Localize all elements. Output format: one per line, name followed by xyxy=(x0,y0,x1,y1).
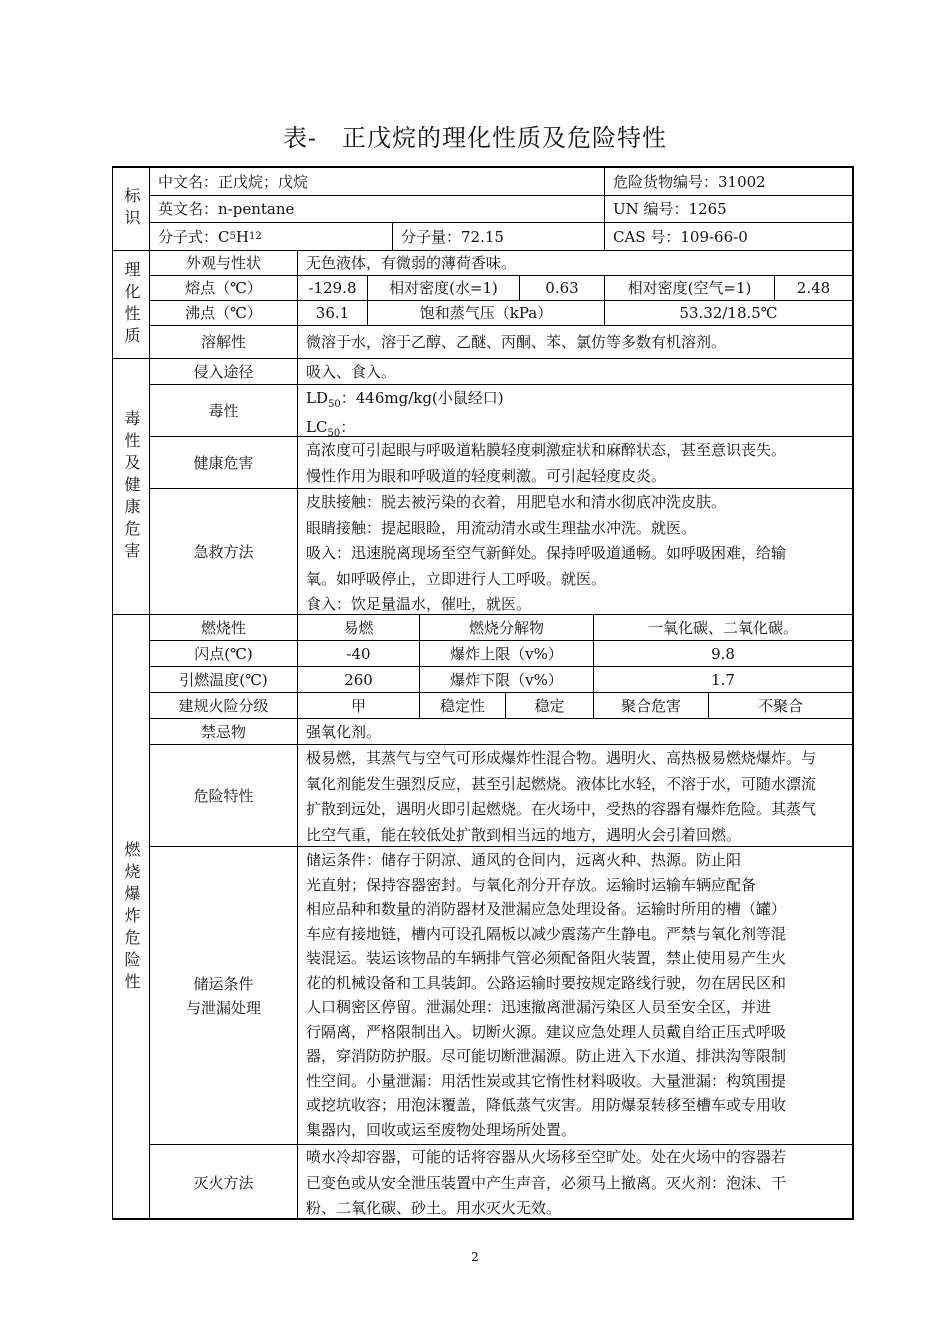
storage-leak-label: 储运条件 与泄漏处理 xyxy=(150,847,298,1145)
upper-explosive-limit-value: 9.8 xyxy=(594,641,853,667)
page-number: 2 xyxy=(471,1250,479,1264)
molecular-weight: 分子量：72.15 xyxy=(393,223,605,251)
lower-explosive-limit-value: 1.7 xyxy=(594,667,853,693)
vapor-pressure-value: 53.32/18.5℃ xyxy=(605,301,853,326)
appearance-label: 外观与性状 xyxy=(150,251,298,276)
hazard-goods-number: 危险货物编号：31002 xyxy=(605,168,853,196)
first-aid-value: 皮肤接触：脱去被污染的衣着，用肥皂水和清水彻底冲洗皮肤。 眼睛接触：提起眼睑，用流动清水或生理盐水冲洗。就医。 吸入：迅速脱离现场至空气新鲜处。保持呼吸道通畅。如呼吸困难，给输 氧。如呼吸停止，立即进行人工呼吸。就医。 食入：饮足量温水，催吐，就医。 xyxy=(298,489,853,615)
english-name: 英文名：n-pentane xyxy=(150,196,605,223)
upper-explosive-limit-label: 爆炸上限（v%） xyxy=(420,641,594,667)
combustion-products-value: 一氧化碳、二氧化碳。 xyxy=(594,615,853,641)
un-number: UN 编号：1265 xyxy=(605,196,853,223)
boiling-point-label: 沸点（℃） xyxy=(150,301,298,326)
cas-number: CAS 号：109-66-0 xyxy=(605,223,853,251)
melting-point-value: -129.8 xyxy=(298,276,368,301)
storage-leak-value: 储运条件：储存于阴凉、通风的仓间内，远离火种、热源。防止阳 光直射；保持容器密封。与氧化剂分开存放。运输时运输车辆应配备 相应品种和数量的消防器材及泄漏应急处理设备。运输时所用的槽（罐） 车应有接地链，槽内可设孔隔板以减少震荡产生静电。严禁与氧化剂等混 装混运。装运该物品的车辆排气管必须配备阻火装置，禁止使用易产生火 花的机械设备和工具装卸。公路运输时要按规定路线行驶，勿在居民区和 人口稠密区停留。泄漏处理：迅速撤离泄漏污染区人员至安全区，并进 行隔离，严格限制出入。切断火源。建议应急处理人员戴自给正压式呼吸 器，穿消防防护服。尽可能切断泄漏源。防止进入下水道、排洪沟等限制 性空间。小量泄漏：用活性炭或其它惰性材料吸收。大量泄漏：构筑围提 或挖坑收容；用泡沫覆盖，降低蒸气灾害。用防爆泵转移至槽车或专用收 集器内，回收或运至废物处理场所处置。 xyxy=(298,847,853,1145)
section-fire-label: 燃烧爆炸危险性 xyxy=(113,615,150,1220)
molecular-formula: 分子式： C 5 H 12 xyxy=(150,223,393,251)
lower-explosive-limit-label: 爆炸下限（v%） xyxy=(420,667,594,693)
solubility-label: 溶解性 xyxy=(150,326,298,359)
route-label: 侵入途径 xyxy=(150,359,298,385)
property-table xyxy=(112,166,854,1220)
polymerization-value: 不聚合 xyxy=(709,693,853,719)
chinese-name: 中文名：正戊烷；戊烷 xyxy=(150,168,605,196)
flash-point-value: -40 xyxy=(298,641,420,667)
polymerization-label: 聚合危害 xyxy=(594,693,709,719)
stability-label: 稳定性 xyxy=(420,693,506,719)
health-hazard-value: 高浓度可引起眼与呼吸道粘膜轻度刺激症状和麻醉状态，甚至意识丧失。 慢性作用为眼和呼吸道的轻度刺激。可引起轻度皮炎。 xyxy=(298,437,853,489)
health-hazard-label: 健康危害 xyxy=(150,437,298,489)
extinguishing-label: 灭火方法 xyxy=(150,1145,298,1220)
flammability-value: 易燃 xyxy=(298,615,420,641)
route-value: 吸入、食入。 xyxy=(298,359,853,385)
toxicity-label: 毒性 xyxy=(150,385,298,437)
incompatible-label: 禁忌物 xyxy=(150,719,298,745)
fire-class-label: 建规火险分级 xyxy=(150,693,298,719)
section-toxicity-label: 毒性及健康危害 xyxy=(113,359,150,615)
ignition-temp-label: 引燃温度(℃) xyxy=(150,667,298,693)
appearance-value: 无色液体，有微弱的薄荷香味。 xyxy=(298,251,853,276)
fire-class-value: 甲 xyxy=(298,693,420,719)
rel-density-water-label: 相对密度(水=1) xyxy=(368,276,520,301)
melting-point-label: 熔点（℃） xyxy=(150,276,298,301)
incompatible-value: 强氧化剂。 xyxy=(298,719,853,745)
extinguishing-value: 喷水冷却容器，可能的话将容器从火场移至空旷处。处在火场中的容器若 已变色或从安全泄压装置中产生声音，必须马上撤离。灭火剂：泡沫、干 粉、二氧化碳、砂土。用水灭火无效。 xyxy=(298,1145,853,1220)
flammability-label: 燃烧性 xyxy=(150,615,298,641)
solubility-value: 微溶于水，溶于乙醇、乙醚、丙酮、苯、氯仿等多数有机溶剂。 xyxy=(298,326,853,359)
section-identification-label: 标识 xyxy=(113,168,150,251)
vapor-pressure-label: 饱和蒸气压（kPa） xyxy=(368,301,605,326)
ld50: $LD_{50}$：446mg/kg(小鼠经口) xyxy=(306,389,504,410)
flash-point-label: 闪点(℃) xyxy=(150,641,298,667)
hazard-characteristics-value: 极易燃，其蒸气与空气可形成爆炸性混合物。遇明火、高热极易燃烧爆炸。与 氧化剂能发生强烈反应，甚至引起燃烧。液体比水轻，不溶于水，可随水漂流 扩散到远处，遇明火即引起燃烧。在火场中，受热的容器有爆炸危险。其蒸气 比空气重，能在较低处扩散到相当远的地方，遇明火会引着回燃。 xyxy=(298,745,853,847)
toxicity-value xyxy=(298,385,853,437)
ignition-temp-value: 260 xyxy=(298,667,420,693)
combustion-products-label: 燃烧分解物 xyxy=(420,615,594,641)
hazard-characteristics-label: 危险特性 xyxy=(150,745,298,847)
rel-density-air-label: 相对密度(空气=1) xyxy=(605,276,775,301)
lc50: $LC_{50}$： xyxy=(306,418,356,439)
first-aid-label: 急救方法 xyxy=(150,489,298,615)
rel-density-air-value: 2.48 xyxy=(775,276,853,301)
page-title: 表- 正戊烷的理化性质及危险特性 xyxy=(282,124,668,152)
stability-value: 稳定 xyxy=(506,693,594,719)
boiling-point-value: 36.1 xyxy=(298,301,368,326)
rel-density-water-value: 0.63 xyxy=(520,276,605,301)
section-physchem-label: 理化性质 xyxy=(113,251,150,359)
